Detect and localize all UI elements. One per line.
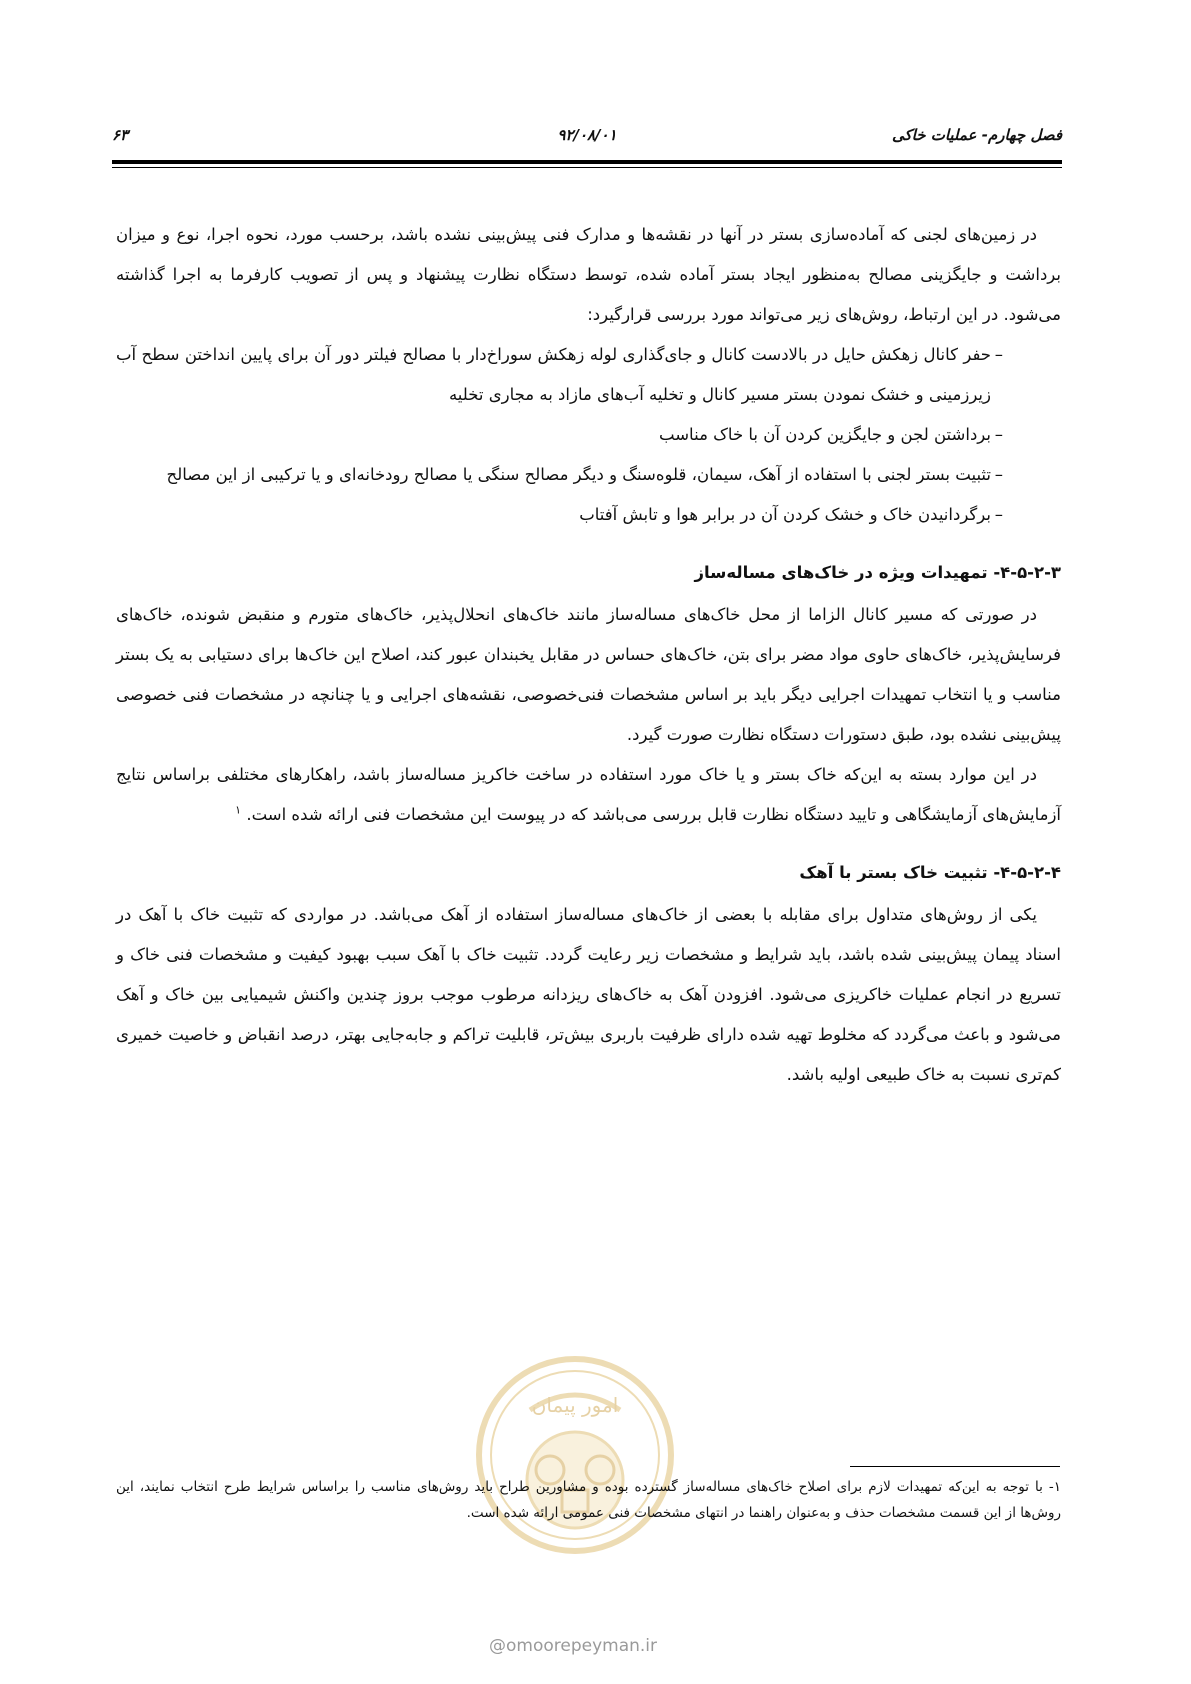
header-rule-thick	[112, 160, 1062, 164]
bullet-dash: –	[994, 505, 1003, 524]
header-rule-thin	[112, 167, 1062, 168]
watermark-seal	[470, 1340, 680, 1570]
methods-list	[116, 335, 1061, 535]
paragraph: در صورتی که مسیر کانال الزاما از محل خاک‌های مساله‌ساز مانند خاک‌های انحلال‌پذیر، خاک‌های متورم و منقبض شونده، خاک‌های فرسایش‌پذیر، خاک‌های حاوی مواد مضر برای بتن، خاک‌های حساس در مقابل یخبندان عبور کند، اصلاح این خاک‌ها برای دستیابی به یک بستر مناسب و یا انتخاب تمهیدات اجرایی دیگر باید بر اساس مشخصات فنی‌خصوصی، نقشه‌های اجرایی و یا چنانچه در مشخصات فنی خصوصی پیش‌بینی نشده بود، طبق دستورات دستگاه نظارت صورت گیرد.	[116, 605, 1061, 744]
section-heading-problematic-soils: ۴-۵-۲-۳- تمهیدات ویژه در خاک‌های مساله‌ساز	[694, 563, 1061, 582]
footnote: ۱- با توجه به این‌که تمهیدات لازم برای اصلاح خاک‌های مساله‌ساز گسترده بوده و مشاورین طراح باید روش‌های مناسب را براساس شرایط طرح انتخاب نمایند، این روش‌ها از این قسمت مشخصات حذف و به‌عنوان راهنما در انتهای مشخصات فنی عمومی ارائه شده است.	[116, 1479, 1061, 1521]
section-heading-lime-stabilization: ۴-۵-۲-۴- تثبیت خاک بستر با آهک	[799, 863, 1061, 882]
page-body	[116, 215, 1061, 1095]
intro-paragraph: در زمین‌های لجنی که آماده‌سازی بستر در آنها در نقشه‌ها و مدارک فنی پیش‌بینی نشده باشد، برحسب مورد، نحوه اجرا، نوع و میزان برداشت و جایگزینی مصالح به‌منظور ایجاد بستر آماده شده، توسط دستگاه نظارت پیشنهاد و پس از تصویب کارفرما به اجرا گذاشته می‌شود. در این ارتباط، روش‌های زیر می‌تواند مورد بررسی قرارگیرد:	[116, 225, 1061, 324]
bullet-dash: –	[994, 465, 1003, 484]
list-item	[116, 415, 1061, 455]
header-date: ۹۲/۰۸/۰۱	[557, 126, 617, 144]
list-item-text: برگردانیدن خاک و خشک کردن آن در برابر هوا و تابش آفتاب	[579, 505, 991, 524]
list-item-text: حفر کانال زهکش حایل در بالادست کانال و جای‌گذاری لوله زهکش سوراخ‌دار با مصالح فیلتر دور آن برای پایین انداختن سطح آب زیرزمینی و خشک نمودن بستر مسیر کانال و تخلیه آب‌های مازاد به مجاری تخلیه	[116, 345, 991, 404]
page-number: ۶۳	[112, 126, 129, 144]
page-header	[112, 126, 1062, 152]
footnote-separator	[850, 1466, 1060, 1467]
bullet-dash: –	[994, 425, 1003, 444]
list-item-text: تثبیت بستر لجنی با استفاده از آهک، سیمان، قلوه‌سنگ و دیگر مصالح سنگی یا مصالح رودخانه‌ای و یا ترکیبی از این مصالح	[166, 465, 991, 484]
chapter-title: فصل چهارم- عملیات خاکی	[891, 126, 1062, 144]
list-item	[116, 495, 1061, 535]
watermark-url: @omoorepeyman.ir	[488, 1636, 658, 1656]
seal-logo-icon	[470, 1340, 680, 1570]
bullet-dash: –	[994, 345, 1003, 364]
list-item	[116, 455, 1061, 495]
list-item-text: برداشتن لجن و جایگزین کردن آن با خاک مناسب	[659, 425, 991, 444]
svg-text:امور پیمان: امور پیمان	[531, 1393, 619, 1417]
footnote-reference[interactable]: ۱	[235, 803, 242, 817]
paragraph-text: در این موارد بسته به این‌که خاک بستر و یا خاک مورد استفاده در ساخت خاکریز مساله‌ساز باشد، راهکارهای مختلفی براساس نتایج آزمایش‌های آزمایشگاهی و تایید دستگاه نظارت قابل بررسی می‌باشد که در پیوست این مشخصات فنی ارائه شده است.	[116, 765, 1061, 824]
list-item	[116, 335, 1061, 415]
paragraph: یکی از روش‌های متداول برای مقابله با بعضی از خاک‌های مساله‌ساز استفاده از آهک می‌باشد. در مواردی که تثبیت خاک با آهک در اسناد پیمان پیش‌بینی شده باشد، باید شرایط و مشخصات زیر رعایت گردد. تثبیت خاک با آهک سبب بهبود کیفیت و مشخصات فنی خاک و تسریع در انجام عملیات خاکریزی می‌شود. افزودن آهک به خاک‌های ریزدانه مرطوب موجب بروز چندین واکنش شیمیایی بین خاک و آهک می‌شود و باعث می‌گردد که مخلوط تهیه شده دارای ظرفیت باربری بیش‌تر، قابلیت تراکم و جابه‌جایی بهتر، درصد انقباض و خاصیت خمیری کم‌تری نسبت به خاک طبیعی اولیه باشد.	[116, 905, 1061, 1084]
paragraph	[116, 755, 1061, 835]
